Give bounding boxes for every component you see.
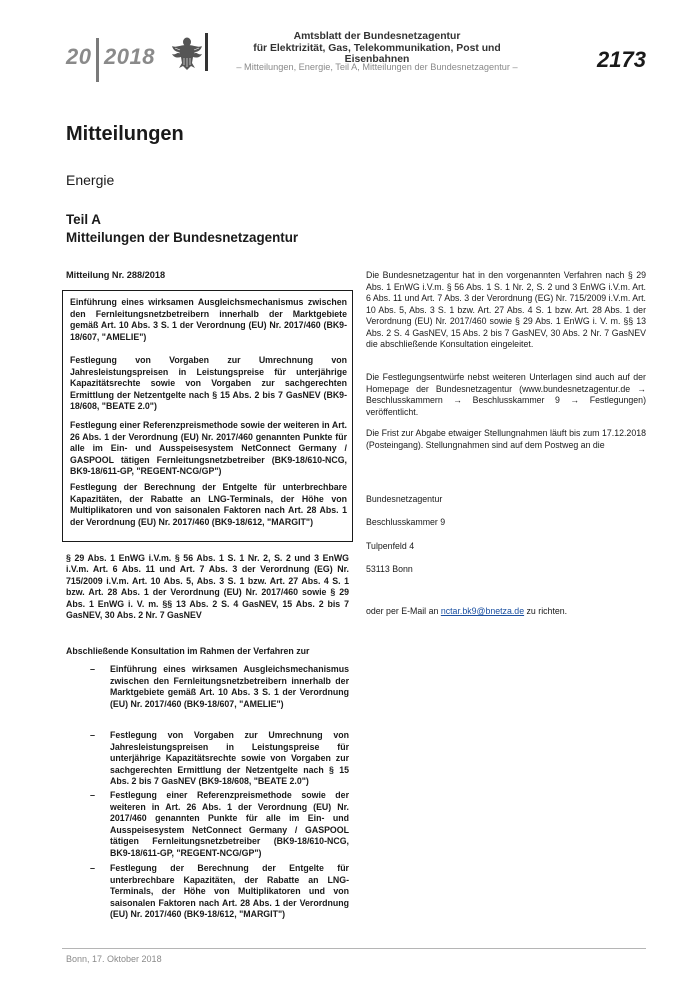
footer-date: Bonn, 17. Oktober 2018 [66,954,162,964]
dash-bullet: – [90,664,96,674]
page-number: 2173 [597,47,646,72]
issue-divider [96,38,99,82]
deadline-paragraph: Die Frist zur Abgabe etwaiger Stellungnahmen läuft bis zum 17.12.2018 (Posteingang). Stellungnahmen sind auf dem Postweg an die [366,428,646,450]
consultation-item: Festlegung der Berechnung der Entgelte für unterbrechbare Kapazitäten, der Rabatte an LNG-Terminals, der Höhe von Multiplikatoren und von saisonalen Faktoren nach Art. 28 Abs. 1 der Verordnung (EU) Nr. 2017/460 (BK9-18/612, "MARGIT") [110,863,349,920]
address-line: Tulpenfeld 4 [366,541,415,551]
notice-box-item: Festlegung von Vorgaben zur Umrechnung von Jahresleistungspreisen in Leistungspreise für unterjährige Kapazitätsrechte sowie von Vorgaben zur sachgerechten Ermittlung der Netzentgelte nach § 15 Abs. 2 bis 7 GasNEV (BK9-18/608, "BEATE 2.0") [70,355,347,411]
dash-bullet: – [90,863,96,873]
procedure-paragraph: Die Bundesnetzagentur hat in den vorgenannten Verfahren nach § 29 Abs. 1 EnWG i.V.m. § 56 Abs. 1 S. 1 Nr. 2, S. 2 und 3 EnWG i.V.m. Art. 6 Abs. 11 und Art. 7 Abs. 3 der Verordnung (EG) Nr. 715/2009 i.V.m. Art. 10 Abs. 5, Abs. 3 S. 1 bzw. Art. 27 Abs. 4 S. 1 bzw. Art. 28 Abs. 1 der Verordnung (EU) Nr. 2017/460 sowie § 29 Abs. 1 EnWG i. V. m. §§ 13 Abs. 2 S. 4 GasNEV, 15 Abs. 2 bis 7 GasNEV, 30 Abs. 2 Nr. 7 GasNEV die abschließende Konsultation eingeleitet. [366,270,646,349]
consultation-item: Festlegung einer Referenzpreismethode sowie der weiteren in Art. 26 Abs. 1 der Verordnung (EU) Nr. 2017/460 genannten Punkte für alle im Ein- und Ausspeisesystem NetConnect Germany / GASPOOL tätigen Fernleitungsnetzbetreiber (BK9-18/610-NCG, BK9-18/611-GP, "REGENT-NCG/GP") [110,790,349,858]
drafts-paragraph: Die Festlegungsentwürfe nebst weiteren Unterlagen sind auch auf der Homepage der Bundesnetzagentur (www.bundesnetzagentur.de → Beschlusskammern → Beschlusskammer 9 → Festlegungen) veröffentlicht. [366,372,646,417]
email-link[interactable]: nctar.bk9@bnetza.de [440,606,525,616]
section-subtitle: Energie [66,172,115,188]
address-line: 53113 Bonn [366,564,413,574]
consultation-item: Festlegung von Vorgaben zur Umrechnung von Jahresleistungspreisen in Leistungspreise für unterjährige Kapazitätsrechte sowie von Vorgaben zur sachgerechten Ermittlung der Netzentgelte nach § 15 Abs. 2 bis 7 GasNEV (BK9-18/608, "BEATE 2.0") [110,730,349,787]
consultation-title: Abschließende Konsultation im Rahmen der Verfahren zur [66,646,310,656]
publisher-title: Amtsblatt der Bundesnetzagentur [293,31,461,42]
footer-divider [62,948,646,949]
address-line: Bundesnetzagentur [366,494,443,504]
header-subline: – Mitteilungen, Energie, Teil A, Mitteilungen der Bundesnetzagentur – [236,62,518,72]
legal-basis: § 29 Abs. 1 EnWG i.V.m. § 56 Abs. 1 S. 1 Nr. 2, S. 2 und 3 EnWG i.V.m. Art. 6 Abs. 11 und Art. 7 Abs. 3 der Verordnung (EG) Nr. 715/2009 i.V.m. Art. 10 Abs. 5, Abs. 3 S. 1 bzw. Art. 27 Abs. 4 S. 1 bzw. Art. 28 Abs. 1 der Verordnung (EU) Nr. 2017/460 sowie § 29 Abs. 1 EnWG i. V. m. §§ 13 Abs. 2 S. 4 GasNEV, 15 Abs. 2 bis 7 GasNEV, 30 Abs. 2 Nr. 7 GasNEV [66,553,349,621]
section-title: Mitteilungen [66,123,184,145]
issue-year: 2018 [104,44,155,69]
dash-bullet: – [90,790,96,800]
notice-box-item: Einführung eines wirksamen Ausgleichsmechanismus zwischen den Fernleitungsnetzbetreibern innerhalb der Marktgebiete gemäß Art. 10 Abs. 3 S. 1 der Verordnung (EU) Nr. 2017/460 (BK9-18/607, "AMELIE") [70,297,347,342]
notice-box-item: Festlegung einer Referenzpreismethode sowie der weiteren in Art. 26 Abs. 1 der Verordnung (EU) Nr. 2017/460 genannten Punkte für alle im Ein- und Ausspeisesystem NetConnect Germany / GASPOOL tätigen Fernleitungsnetzbetreiber (BK9-18/610-NCG, BK9-18/611-GP, "REGENT-NCG/GP") [70,420,347,476]
emblem-divider [205,33,208,71]
federal-eagle-icon [170,34,204,72]
address-line: Beschlusskammer 9 [366,517,446,527]
email-suffix: zu richten. [524,606,568,616]
notice-box-item: Festlegung der Berechnung der Entgelte für unterbrechbare Kapazitäten, der Rabatte an LNG-Terminals, der Höhe von Multiplikatoren und von saisonalen Faktoren nach Art. 28 Abs. 1 der Verordnung (EU) Nr. 2017/460 (BK9-18/612, "MARGIT") [70,482,347,527]
part-title: Teil A [66,212,101,227]
part-subtitle: Mitteilungen der Bundesnetzagentur [66,230,299,245]
email-line [366,606,646,618]
dash-bullet: – [90,730,96,740]
publisher-subtitle: für Elektrizität, Gas, Telekommunikation, Post und Eisenbahnen [253,43,501,65]
issue-number: 20 [66,44,92,69]
email-prefix: oder per E-Mail an [366,606,441,616]
notice-label: Mitteilung Nr. 288/2018 [66,270,166,280]
consultation-item: Einführung eines wirksamen Ausgleichsmechanismus zwischen den Fernleitungsnetzbetreibern innerhalb der Marktgebiete gemäß Art. 10 Abs. 3 S. 1 der Verordnung (EU) Nr. 2017/460 (BK9-18/607, "AMELIE") [110,664,349,709]
